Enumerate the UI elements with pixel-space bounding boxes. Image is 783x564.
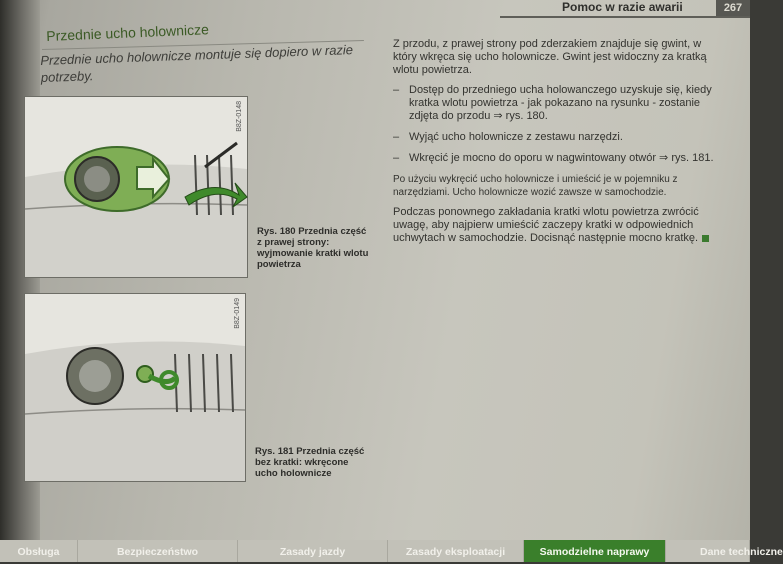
step-item (393, 84, 723, 123)
steps-list (393, 84, 723, 165)
step-text: Dostęp do przedniego ucha holowanczego uzyskuje się, kiedy kratka wlotu powietrza - jak pokazano na rysunku - zostanie zdjęta do przodu ⇒ rys. 180. (409, 84, 712, 122)
step-text: Wyjąć ucho holownicze z zestawu narzędzi. (409, 131, 623, 143)
paragraph-intro: Z przodu, z prawej strony pod zderzakiem znajduje się gwint, w który wkręca się ucho holownicze. Gwint jest widoczny za kratką wlotu powietrza. (393, 38, 707, 76)
instructions-column (393, 38, 723, 252)
tab-bezpieczenstwo[interactable]: Bezpieczeństwo (78, 540, 238, 562)
tab-dane-techniczne[interactable]: Dane techniczne (666, 540, 750, 562)
section-title: Przednie ucho holownicze (46, 21, 210, 44)
caption-label: Rys. 181 (255, 446, 294, 457)
figure-181-illustration (25, 294, 245, 481)
page-header (500, 0, 750, 18)
figure-180 (24, 96, 248, 278)
bullet-dash: – (393, 152, 400, 164)
caption-label: Rys. 180 (257, 226, 296, 237)
tab-samodzielne-naprawy[interactable]: Samodzielne naprawy (524, 540, 666, 562)
figure-code: B8Z-0148 (236, 101, 243, 132)
paragraph-after-use: Po użyciu wykręcić ucho holownicze i umieścić je w pojemniku z narzędziami. Ucho holownicze wozić zawsze w samochodzie. (393, 174, 678, 198)
figure-181-caption (255, 446, 373, 479)
page-number: 267 (716, 0, 750, 16)
caption-text: Przednia część z prawej strony: wyjmowanie kratki wlotu powietrza (257, 226, 369, 270)
step-item (393, 152, 723, 165)
tab-zasady-jazdy[interactable]: Zasady jazdy (238, 540, 388, 562)
figure-180-illustration (25, 97, 247, 277)
caption-text: Przednia część bez kratki: wkręcone ucho holownicze (255, 446, 365, 479)
figure-181 (24, 293, 246, 482)
tab-zasady-eksploatacji[interactable]: Zasady eksploatacji (388, 540, 524, 562)
chapter-tabs (0, 540, 783, 562)
bullet-dash: – (393, 131, 400, 143)
section-intro: Przednie ucho holownicze montuje się dopiero w razie potrzeby. (40, 42, 354, 85)
end-square-icon (702, 235, 709, 242)
figure-code: B8Z-0149 (234, 298, 241, 329)
tab-obsluga[interactable]: Obsługa (0, 540, 78, 562)
bullet-dash: – (393, 84, 400, 96)
figure-180-caption (257, 226, 372, 270)
paragraph-reinstall-text: Podczas ponownego zakładania kratki wlotu powietrza zwrócić uwagę, aby najpierw umieścić zaczepy kratki w odpowiednich uchwytach w samochodzie. Docisnąć następnie mocno kratkę. (393, 206, 699, 244)
step-item (393, 131, 723, 144)
header-title: Pomoc w razie awarii (562, 0, 683, 14)
step-text: Wkręcić je mocno do oporu w nagwintowany otwór ⇒ rys. 181. (409, 152, 714, 164)
paragraph-reinstall (393, 206, 723, 245)
